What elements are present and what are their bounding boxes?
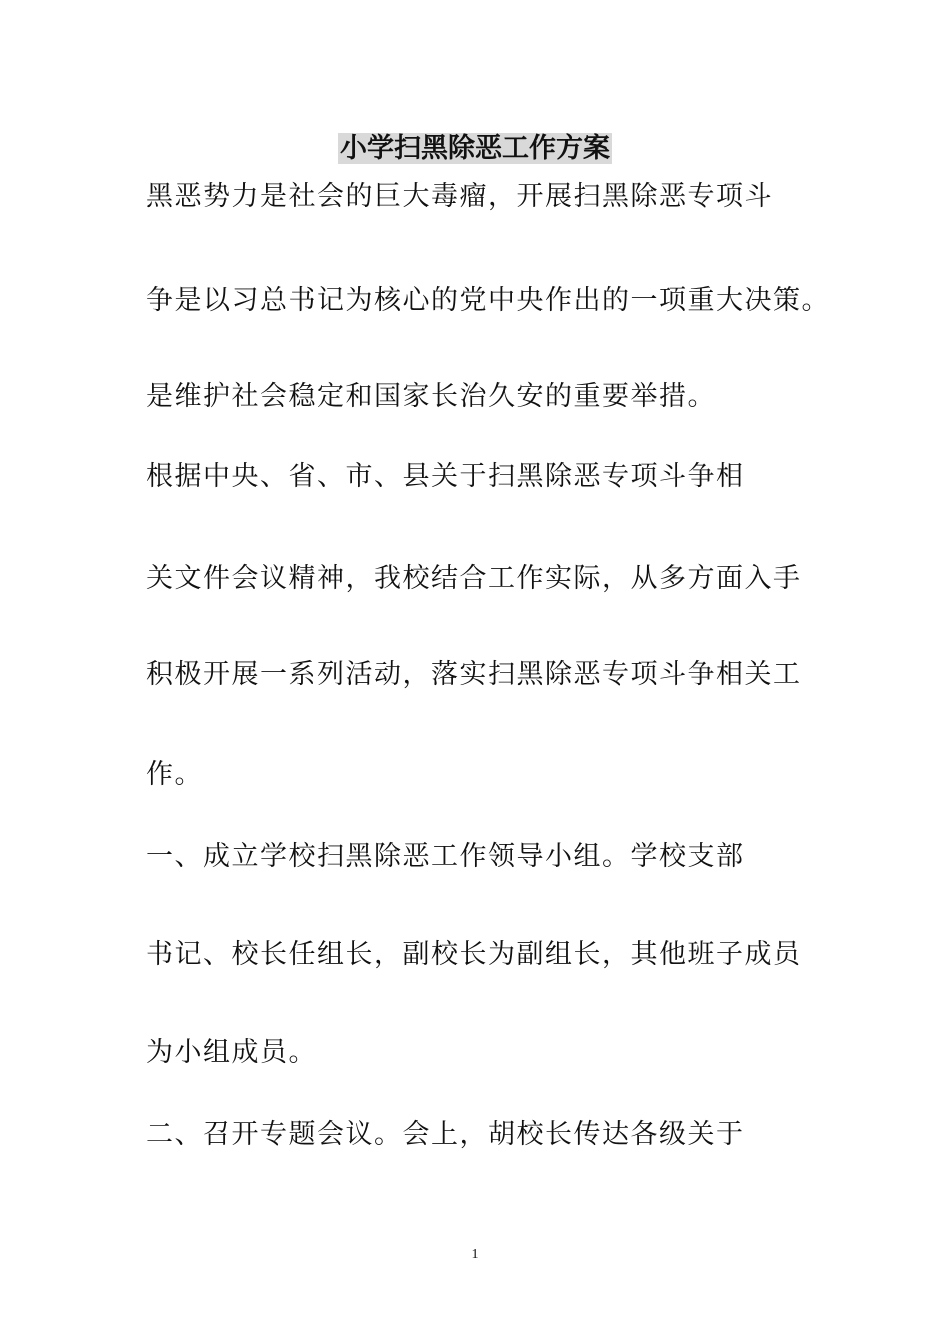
body-line-1: 黑恶势力是社会的巨大毒瘤，开展扫黑除恶专项斗 bbox=[146, 181, 773, 212]
body-line-10: 为小组成员。 bbox=[146, 1037, 317, 1068]
body-line-3: 是维护社会稳定和国家长治久安的重要举措。 bbox=[146, 381, 716, 412]
body-line-6: 积极开展一系列活动，落实扫黑除恶专项斗争相关工 bbox=[146, 659, 802, 690]
page-number: 1 bbox=[471, 1247, 479, 1262]
body-line-4: 根据中央、省、市、县关于扫黑除恶专项斗争相 bbox=[146, 461, 745, 492]
document-title bbox=[0, 129, 950, 169]
body-line-9: 书记、校长任组长，副校长为副组长，其他班子成员 bbox=[146, 939, 802, 970]
body-line-5: 关文件会议精神，我校结合工作实际，从多方面入手 bbox=[146, 563, 802, 594]
body-line-11: 二、召开专题会议。会上，胡校长传达各级关于 bbox=[146, 1119, 745, 1150]
document-title-text: 小学扫黑除恶工作方案 bbox=[340, 133, 610, 164]
body-line-8: 一、成立学校扫黑除恶工作领导小组。学校支部 bbox=[146, 841, 745, 872]
body-line-2: 争是以习总书记为核心的党中央作出的一项重大决策。 bbox=[146, 285, 830, 316]
body-line-7: 作。 bbox=[146, 759, 203, 790]
